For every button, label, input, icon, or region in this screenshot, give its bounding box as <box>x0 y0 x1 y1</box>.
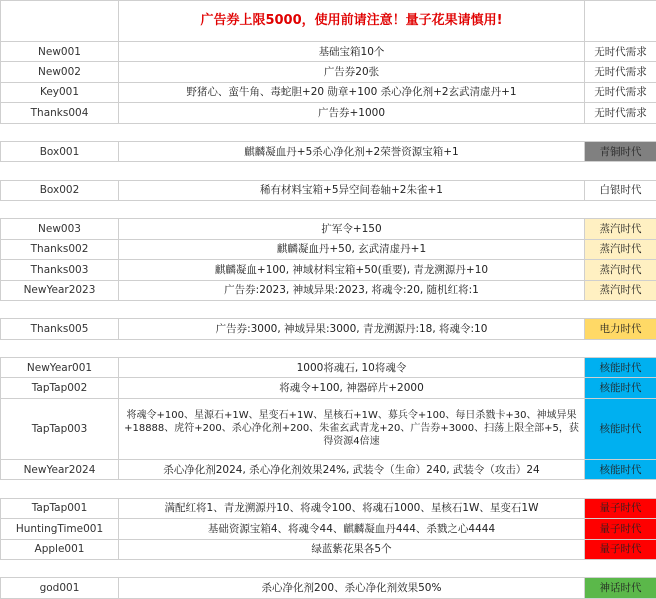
table-row <box>1 280 656 300</box>
code-cell: New003 <box>1 219 119 239</box>
reward-cell: 将魂令+100, 神器碎片+2000 <box>119 378 585 398</box>
reward-cell: 广告券+1000 <box>119 103 585 123</box>
title-left-cell <box>1 1 119 42</box>
reward-cell: 基础资源宝箱4、将魂令44、麒麟凝血丹444、杀戮之心4444 <box>119 519 585 539</box>
table-row <box>1 180 656 200</box>
spacer-cell <box>1 300 119 318</box>
spacer-cell <box>585 339 656 357</box>
code-cell: Key001 <box>1 82 119 102</box>
table-row <box>1 378 656 398</box>
reward-cell: 基础宝箱10个 <box>119 41 585 61</box>
code-cell: TapTap002 <box>1 378 119 398</box>
code-cell: TapTap003 <box>1 398 119 459</box>
table-row <box>1 141 656 161</box>
code-cell: NewYear2024 <box>1 460 119 480</box>
reward-cell: 麒麟凝血丹+50, 玄武清虚丹+1 <box>119 239 585 259</box>
era-cell: 无时代需求 <box>585 103 656 123</box>
code-cell: New002 <box>1 62 119 82</box>
spacer-cell <box>585 162 656 180</box>
code-cell: HuntingTime001 <box>1 519 119 539</box>
spacer-row <box>1 200 656 218</box>
table-body <box>1 1 656 599</box>
era-cell: 核能时代 <box>585 398 656 459</box>
era-cell: 无时代需求 <box>585 62 656 82</box>
code-cell: Thanks005 <box>1 319 119 339</box>
code-cell: NewYear001 <box>1 357 119 377</box>
era-cell: 量子时代 <box>585 539 656 559</box>
spacer-cell <box>1 560 119 578</box>
reward-cell: 1000将魂石, 10将魂令 <box>119 357 585 377</box>
spacer-cell <box>119 123 585 141</box>
spacer-cell <box>585 300 656 318</box>
spacer-cell <box>119 200 585 218</box>
spacer-cell <box>119 339 585 357</box>
table-row <box>1 498 656 518</box>
table-row <box>1 398 656 459</box>
table-row <box>1 62 656 82</box>
reward-cell: 广告券:2023, 神域异果:2023, 将魂令:20, 随机红将:1 <box>119 280 585 300</box>
spacer-row <box>1 339 656 357</box>
code-cell: TapTap001 <box>1 498 119 518</box>
spacer-cell <box>1 339 119 357</box>
spacer-cell <box>1 200 119 218</box>
spacer-cell <box>585 123 656 141</box>
spacer-row <box>1 123 656 141</box>
reward-cell: 将魂令+100、星源石+1W、星变石+1W、星核石+1W、募兵令+100、每日杀戮卡+30、神域异果+18888、虎符+200、杀心净化剂+200、朱雀玄武青龙+20、广告券+3000、扫荡上限全部+5，获得资源4倍速 <box>119 398 585 459</box>
era-cell: 核能时代 <box>585 378 656 398</box>
reward-cell: 绿蓝紫花果各5个 <box>119 539 585 559</box>
reward-cell: 野猪心、蛮牛角、毒蛇胆+20 勋章+100 杀心净化剂+2玄武清虚丹+1 <box>119 82 585 102</box>
spacer-row <box>1 300 656 318</box>
era-cell: 青铜时代 <box>585 141 656 161</box>
table-row <box>1 260 656 280</box>
spacer-cell <box>119 300 585 318</box>
code-cell: Box002 <box>1 180 119 200</box>
code-cell: Thanks002 <box>1 239 119 259</box>
spacer-row <box>1 162 656 180</box>
era-cell: 量子时代 <box>585 498 656 518</box>
table-row <box>1 578 656 599</box>
title-row <box>1 1 656 42</box>
table-row <box>1 519 656 539</box>
reward-cell: 杀心净化剂200、杀心净化剂效果50% <box>119 578 585 599</box>
code-cell: New001 <box>1 41 119 61</box>
reward-cell: 扩军令+150 <box>119 219 585 239</box>
spacer-row <box>1 480 656 498</box>
table-row <box>1 319 656 339</box>
era-cell: 电力时代 <box>585 319 656 339</box>
spacer-cell <box>1 123 119 141</box>
era-cell: 量子时代 <box>585 519 656 539</box>
spacer-cell <box>585 560 656 578</box>
spacer-row <box>1 560 656 578</box>
table-row <box>1 357 656 377</box>
era-cell: 白银时代 <box>585 180 656 200</box>
table-row <box>1 103 656 123</box>
reward-cell: 满配红将1、青龙溯源丹10、将魂令100、将魂石1000、星核石1W、星变石1W <box>119 498 585 518</box>
era-cell: 神话时代 <box>585 578 656 599</box>
table-row <box>1 41 656 61</box>
page-title: 广告券上限5000，使用前请注意！量子花果请慎用! <box>119 1 585 42</box>
title-right-cell <box>585 1 656 42</box>
table-row <box>1 219 656 239</box>
table-row <box>1 460 656 480</box>
spacer-cell <box>585 480 656 498</box>
code-cell: Thanks004 <box>1 103 119 123</box>
spacer-cell <box>119 560 585 578</box>
era-cell: 蒸汽时代 <box>585 219 656 239</box>
era-cell: 蒸汽时代 <box>585 260 656 280</box>
reward-cell: 麒麟凝血丹+5杀心净化剂+2荣誉资源宝箱+1 <box>119 141 585 161</box>
spacer-cell <box>1 480 119 498</box>
era-cell: 无时代需求 <box>585 41 656 61</box>
spacer-cell <box>119 162 585 180</box>
era-cell: 核能时代 <box>585 460 656 480</box>
table-row <box>1 239 656 259</box>
reward-cell: 麒麟凝血+100, 神域材料宝箱+50(重要), 青龙溯源丹+10 <box>119 260 585 280</box>
code-cell: Apple001 <box>1 539 119 559</box>
code-cell: god001 <box>1 578 119 599</box>
table-row <box>1 82 656 102</box>
code-cell: Thanks003 <box>1 260 119 280</box>
era-cell: 蒸汽时代 <box>585 280 656 300</box>
reward-cell: 杀心净化剂2024, 杀心净化剂效果24%, 武装令（生命）240, 武装令（攻击）24 <box>119 460 585 480</box>
reward-cell: 广告券20张 <box>119 62 585 82</box>
era-cell: 蒸汽时代 <box>585 239 656 259</box>
table-row <box>1 539 656 559</box>
reward-cell: 广告券:3000, 神域异果:3000, 青龙溯源丹:18, 将魂令:10 <box>119 319 585 339</box>
era-cell: 无时代需求 <box>585 82 656 102</box>
era-cell: 核能时代 <box>585 357 656 377</box>
code-cell: Box001 <box>1 141 119 161</box>
reward-cell: 稀有材料宝箱+5异空间卷轴+2朱雀+1 <box>119 180 585 200</box>
spacer-cell <box>119 480 585 498</box>
spacer-cell <box>585 200 656 218</box>
code-cell: NewYear2023 <box>1 280 119 300</box>
spacer-cell <box>1 162 119 180</box>
